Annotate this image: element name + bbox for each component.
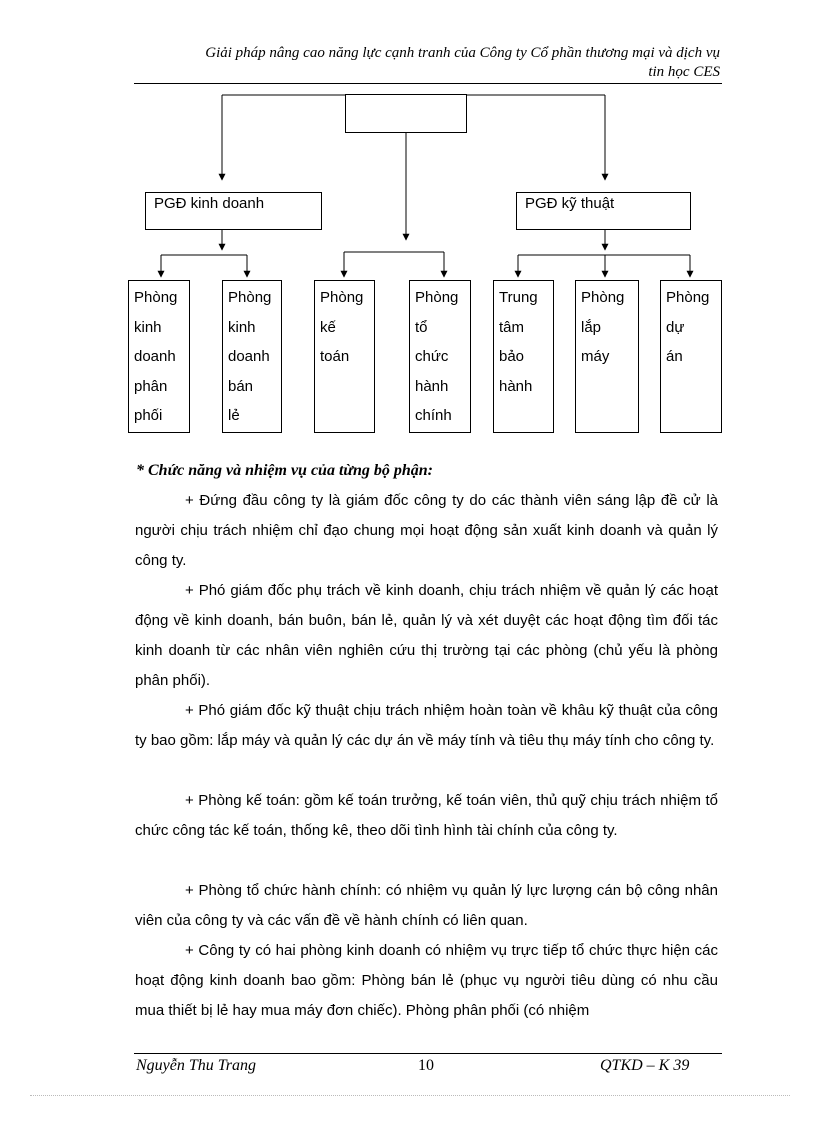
dept-label-retail: Phòng kinh doanh bán lẻ bbox=[228, 289, 272, 424]
dept-box-assembly bbox=[575, 280, 639, 433]
paragraph-admin: + Phòng tổ chức hành chính: có nhiệm vụ quản lý lực lượng cán bộ công nhân viên của công ty và các vấn đề về hành chính có liên quan. bbox=[135, 882, 718, 929]
paragraph-technical-deputy: + Phó giám đốc kỹ thuật chịu trách nhiệm hoàn toàn về khâu kỹ thuật của công ty bao gồm: lắp máy và quản lý các dự án về máy tính và tiêu thụ máy tính cho công ty. bbox=[135, 702, 718, 749]
paragraph-business-deputy: + Phó giám đốc phụ trách về kinh doanh, chịu trách nhiệm về quản lý các hoạt động về kinh doanh, bán buôn, bán lẻ, quản lý và xét duyệt các hoạt động tìm đối tác kinh doanh từ các nhân viên nghiên cứu thị trường tại các phòng (chủ yếu là phòng phân phối). bbox=[135, 582, 718, 689]
paragraph-accounting: + Phòng kế toán: gồm kế toán trưởng, kế toán viên, thủ quỹ chịu trách nhiệm tổ chức công tác kế toán, thống kê, theo dõi tình hình tài chính của công ty. bbox=[135, 792, 718, 839]
footer-class: QTKD – K 39 bbox=[600, 1057, 690, 1074]
dept-label-admin: Phòng tổ chức hành chính bbox=[415, 289, 459, 424]
dept-label-warranty: Trung tâm bảo hành bbox=[499, 289, 538, 395]
dept-box-admin bbox=[409, 280, 471, 433]
dept-label-projects: Phòng dự án bbox=[666, 289, 710, 365]
footer-rule bbox=[134, 1053, 722, 1054]
dept-box-warranty bbox=[493, 280, 554, 433]
header-line-2: tin học CES bbox=[648, 64, 720, 80]
dept-box-accounting bbox=[314, 280, 375, 433]
dept-label-assembly: Phòng lắp máy bbox=[581, 289, 625, 365]
section-title: * Chức năng và nhiệm vụ của từng bộ phận: bbox=[136, 462, 433, 479]
dept-box-retail bbox=[222, 280, 282, 433]
dept-box-distribution bbox=[128, 280, 190, 433]
pgd-technical-box bbox=[516, 192, 691, 230]
pgd-business-box bbox=[145, 192, 322, 230]
paragraph-director: + Đứng đầu công ty là giám đốc công ty do các thành viên sáng lập đề cử là người chịu trách nhiệm chỉ đạo chung mọi hoạt động sản xuất kinh doanh và quản lý công ty. bbox=[135, 492, 718, 569]
dept-label-distribution: Phòng kinh doanh phân phối bbox=[134, 289, 178, 424]
dept-label-accounting: Phòng kế toán bbox=[320, 289, 364, 365]
dept-box-projects bbox=[660, 280, 722, 433]
pgd-technical-label: PGĐ kỹ thuật bbox=[525, 195, 615, 212]
pgd-business-label: PGĐ kinh doanh bbox=[154, 195, 265, 212]
page-edge-dots bbox=[30, 1095, 790, 1096]
footer-author: Nguyễn Thu Trang bbox=[136, 1057, 257, 1074]
paragraph-business-depts: + Công ty có hai phòng kinh doanh có nhiệm vụ trực tiếp tổ chức thực hiện các hoạt động kinh doanh bao gồm: Phòng bán lẻ (phục vụ người tiêu dùng có nhu cầu mua thiết bị lẻ hay mua máy đơn chiếc). Phòng phân phối (có nhiệm bbox=[135, 942, 718, 1019]
header-line-1: Giải pháp nâng cao năng lực cạnh tranh của Công ty Cổ phần thương mại và dịch vụ bbox=[205, 45, 720, 61]
footer-page-number: 10 bbox=[418, 1057, 434, 1074]
director-box bbox=[345, 94, 467, 133]
